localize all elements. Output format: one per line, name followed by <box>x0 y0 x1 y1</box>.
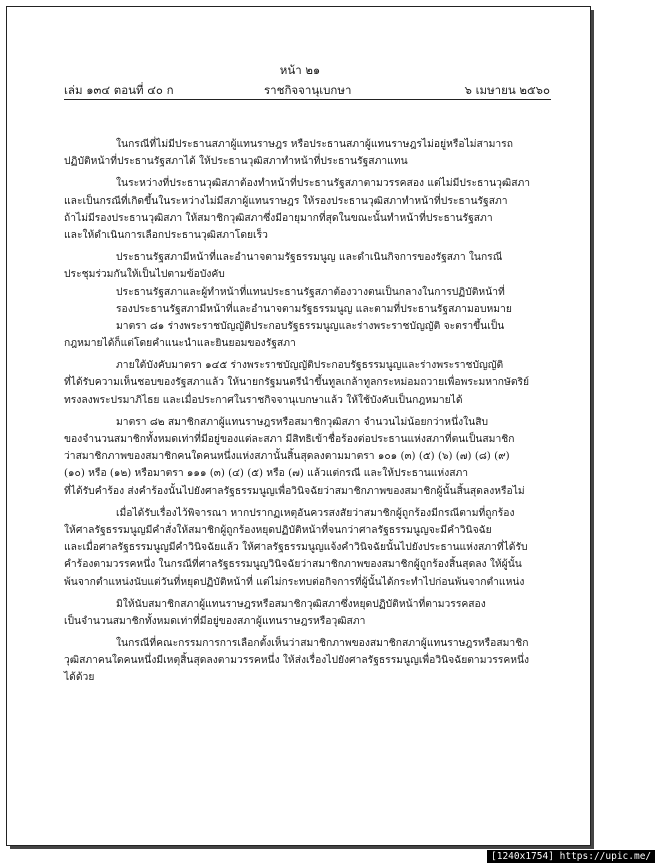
text-line: รองประธานรัฐสภามีหน้าที่และอำนาจตามรัฐธรรมนูญ และตามที่ประธานรัฐสภามอบหมาย <box>116 302 512 315</box>
text-line: ให้ศาลรัฐธรรมนูญมีคำสั่งให้สมาชิกผู้ถูกร้องหยุดปฏิบัติหน้าที่จนกว่าศาลรัฐธรรมนูญจะมีคำวินิจฉัย <box>64 523 492 536</box>
text-line: เมื่อได้รับเรื่องไว้พิจารณา หากปรากฏเหตุอันควรสงสัยว่าสมาชิกผู้ถูกร้องมีกรณีตามที่ถูกร้อง <box>116 506 515 519</box>
text-line: ของจำนวนสมาชิกทั้งหมดเท่าที่มีอยู่ของแต่ละสภา มีสิทธิเข้าชื่อร้องต่อประธานแห่งสภาที่ตนเป็นสมาชิก <box>64 433 515 445</box>
gazette-title: ราชกิจจานุเบกษา <box>264 83 352 97</box>
issue-date: ๖ เมษายน ๒๕๖๐ <box>464 83 550 97</box>
text-line: และเป็นกรณีที่เกิดขึ้นในระหว่างไม่มีสภาผู้แทนราษฎร ให้รองประธานวุฒิสภาทำหน้าที่ประธานรัฐสภา <box>64 194 508 207</box>
text-line: ว่าสมาชิกภาพของสมาชิกคนใดคนหนึ่งแห่งสภานั้นสิ้นสุดลงตามมาตรา ๑๐๑ (๓) (๕) (๖) (๗) (๘) (๙) <box>64 450 510 463</box>
image-host-badge: [1240x1754] https://upic.me/ <box>487 850 655 863</box>
header-divider <box>64 99 551 100</box>
text-line: ที่ได้รับความเห็นชอบของรัฐสภาแล้ว ให้นายกรัฐมนตรีนำขึ้นทูลเกล้าทูลกระหม่อมถวายเพื่อพระมหากษัตริย์ <box>64 376 530 389</box>
text-line: กฎหมายได้ก็แต่โดยคำแนะนำและยินยอมของรัฐสภา <box>64 337 296 350</box>
text-line: มิให้นับสมาชิกสภาผู้แทนราษฎรหรือสมาชิกวุฒิสภาซึ่งหยุดปฏิบัติหน้าที่ตามวรรคสอง <box>116 597 486 610</box>
text-line: (๑๐) หรือ (๑๒) หรือมาตรา ๑๑๑ (๓) (๔) (๕) หรือ (๗) แล้วแต่กรณี และให้ประธานแห่งสภา <box>64 467 469 480</box>
text-line: ประชุมร่วมกันให้เป็นไปตามข้อบังคับ <box>64 268 225 281</box>
text-line: ประธานรัฐสภาและผู้ทำหน้าที่แทนประธานรัฐสภาต้องวางตนเป็นกลางในการปฏิบัติหน้าที่ <box>116 285 505 298</box>
text-line: วุฒิสภาคนใดคนหนึ่งมีเหตุสิ้นสุดลงตามวรรคหนึ่ง ให้ส่งเรื่องไปยังศาลรัฐธรรมนูญเพื่อวินิจฉัยตามวรรคหนึ่ง <box>64 654 530 667</box>
page-shadow-right <box>591 10 594 848</box>
text-line: ในกรณีที่คณะกรรมการการเลือกตั้งเห็นว่าสมาชิกภาพของสมาชิกสภาผู้แทนราษฎรหรือสมาชิก <box>116 637 529 650</box>
text-line: และให้ดำเนินการเลือกประธานวุฒิสภาโดยเร็ว <box>64 228 268 241</box>
text-line: ปฏิบัติหน้าที่ประธานรัฐสภาได้ ให้ประธานวุฒิสภาทำหน้าที่ประธานรัฐสภาแทน <box>64 155 408 168</box>
page-shadow-bottom <box>10 846 594 849</box>
text-line: ในกรณีที่ไม่มีประธานสภาผู้แทนราษฎร หรือประธานสภาผู้แทนราษฎรไม่อยู่หรือไม่สามารถ <box>116 138 513 150</box>
volume-issue: เล่ม ๑๓๔ ตอนที่ ๔๐ ก <box>64 83 174 97</box>
gazette-header <box>64 82 550 98</box>
text-line: คำร้องตามวรรคหนึ่ง ในกรณีที่ศาลรัฐธรรมนูญวินิจฉัยว่าสมาชิกภาพของสมาชิกผู้ถูกร้องสิ้นสุดลง ให้ผู้นั้น <box>64 558 522 571</box>
text-line: ในระหว่างที่ประธานวุฒิสภาต้องทำหน้าที่ประธานรัฐสภาตามวรรคสอง แต่ไม่มีประธานวุฒิสภา <box>116 177 531 190</box>
document-body <box>64 136 550 687</box>
text-line: ประธานรัฐสภามีหน้าที่และอำนาจตามรัฐธรรมนูญ และดำเนินกิจการของรัฐสภา ในกรณี <box>116 251 503 264</box>
text-line: พ้นจากตำแหน่งนับแต่วันที่หยุดปฏิบัติหน้าที่ แต่ไม่กระทบต่อกิจการที่ผู้นั้นได้กระทำไปก่อนพ้นจากตำแหน่ง <box>64 575 525 588</box>
text-line: และเมื่อศาลรัฐธรรมนูญมีคำวินิจฉัยแล้ว ให้ศาลรัฐธรรมนูญแจ้งคำวินิจฉัยนั้นไปยังประธานแห่งสภาที่ได้รับ <box>64 541 528 554</box>
text-line: ได้ด้วย <box>64 671 95 684</box>
text-line: เป็นจำนวนสมาชิกทั้งหมดเท่าที่มีอยู่ของสภาผู้แทนราษฎรหรือวุฒิสภา <box>64 614 366 627</box>
text-line: ถ้าไม่มีรองประธานวุฒิสภา ให้สมาชิกวุฒิสภาซึ่งมีอายุมากที่สุดในขณะนั้นทำหน้าที่ประธานรัฐสภา <box>64 211 493 224</box>
text-line: ภายใต้บังคับมาตรา ๑๔๕ ร่างพระราชบัญญัติประกอบรัฐธรรมนูญและร่างพระราชบัญญัติ <box>116 359 504 372</box>
text-line: ที่ได้รับคำร้อง ส่งคำร้องนั้นไปยังศาลรัฐธรรมนูญเพื่อวินิจฉัยว่าสมาชิกภาพของสมาชิกผู้นั้นสิ้นสุดลงหรือไม่ <box>64 484 525 497</box>
section-82: มาตรา ๘๒ สมาชิกสภาผู้แทนราษฎรหรือสมาชิกวุฒิสภา จำนวนไม่น้อยกว่าหนึ่งในสิบ <box>116 415 489 428</box>
text-line: ทรงลงพระปรมาภิไธย และเมื่อประกาศในราชกิจจานุเบกษาแล้ว ให้ใช้บังคับเป็นกฎหมายได้ <box>64 393 463 406</box>
section-81: มาตรา ๘๑ ร่างพระราชบัญญัติประกอบรัฐธรรมนูญและร่างพระราชบัญญัติ จะตราขึ้นเป็น <box>116 319 505 332</box>
page-number: หน้า ๒๑ <box>279 63 321 77</box>
